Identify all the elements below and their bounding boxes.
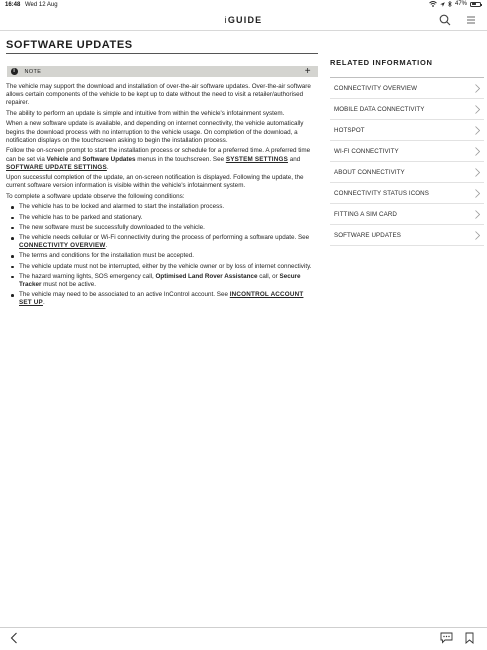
related-information-panel bbox=[330, 56, 484, 246]
text: . bbox=[105, 242, 108, 250]
list-item: The vehicle update must not be interrupted, either by the vehicle owner or by loss of internet connectivity. bbox=[6, 263, 318, 271]
info-icon: i bbox=[11, 68, 18, 75]
chevron-right-icon bbox=[475, 231, 480, 240]
chevron-right-icon bbox=[475, 126, 480, 135]
bluetooth-icon bbox=[448, 1, 452, 7]
related-item-label: WI-FI CONNECTIVITY bbox=[334, 147, 399, 155]
list-item bbox=[6, 291, 318, 307]
related-item-label: ABOUT CONNECTIVITY bbox=[334, 168, 405, 176]
related-item-fitting-a-sim-card[interactable] bbox=[330, 204, 484, 225]
status-date: Wed 12 Aug bbox=[25, 2, 58, 8]
list-item bbox=[6, 234, 318, 250]
text: and bbox=[287, 155, 301, 163]
location-icon bbox=[440, 2, 445, 7]
text: menus in the touchscreen. See bbox=[135, 155, 226, 163]
feature-name-olra: Optimised Land Rover Assistance bbox=[155, 272, 258, 280]
battery-percent: 47% bbox=[454, 1, 467, 7]
bookmark-icon[interactable] bbox=[465, 632, 474, 644]
status-time: 16:48 bbox=[5, 2, 21, 8]
search-icon[interactable] bbox=[438, 13, 452, 27]
text: call, or bbox=[257, 272, 280, 280]
related-title: RELATED INFORMATION bbox=[330, 56, 484, 78]
text: The vehicle may need to be associated to an active InControl account. See bbox=[19, 291, 230, 299]
related-item-label: MOBILE DATA CONNECTIVITY bbox=[334, 105, 425, 113]
chevron-right-icon bbox=[475, 168, 480, 177]
text: and bbox=[68, 155, 83, 163]
plus-icon[interactable]: + bbox=[304, 66, 311, 77]
brand-prefix: i bbox=[224, 15, 228, 25]
related-item-connectivity-overview[interactable] bbox=[330, 78, 484, 99]
article-body bbox=[6, 83, 318, 308]
list-item bbox=[6, 273, 318, 289]
link-software-update-settings[interactable]: SOFTWARE UPDATE SETTINGS bbox=[6, 163, 107, 171]
list-item: The new software must be successfully downloaded to the vehicle. bbox=[6, 224, 318, 232]
related-item-about-connectivity[interactable] bbox=[330, 162, 484, 183]
note-label: NOTE bbox=[24, 68, 42, 75]
link-system-settings[interactable]: SYSTEM SETTINGS bbox=[225, 155, 288, 163]
text: . bbox=[42, 299, 45, 307]
list-item: The vehicle has to be parked and stationary. bbox=[6, 214, 318, 222]
related-item-label: CONNECTIVITY OVERVIEW bbox=[334, 84, 418, 92]
list-item: The vehicle has to be locked and alarmed to start the installation process. bbox=[6, 203, 318, 211]
menu-name-software-updates: Software Updates bbox=[82, 155, 136, 163]
text: The hazard warning lights, SOS emergency call, bbox=[19, 272, 156, 280]
related-item-hotspot[interactable] bbox=[330, 120, 484, 141]
feature-name-secure-tracker: Secure Tracker bbox=[19, 272, 301, 289]
related-item-software-updates[interactable] bbox=[330, 225, 484, 246]
related-item-label: SOFTWARE UPDATES bbox=[334, 231, 401, 239]
paragraph: When a new software update is available, and depending on internet connectivity, the vehicle automatically begins the download process with no interruption to the vehicle usage. On completion of the download, a notification displays on the touchscreen asking to begin the installation process. bbox=[6, 120, 304, 144]
status-bar bbox=[0, 0, 487, 10]
text: The vehicle needs cellular or Wi-Fi connectivity during the process of performing a software update. See bbox=[19, 234, 310, 242]
chevron-right-icon bbox=[475, 84, 480, 93]
link-connectivity-overview[interactable]: CONNECTIVITY OVERVIEW bbox=[19, 242, 106, 250]
menu-name-vehicle: Vehicle bbox=[46, 155, 69, 163]
chevron-right-icon bbox=[475, 105, 480, 114]
app-header bbox=[0, 10, 487, 31]
battery-icon bbox=[470, 2, 481, 7]
paragraph: Upon successful completion of the update, an on-screen notification is displayed. Following the update, the current software version information is visible within the vehicle's infotainment system. bbox=[6, 174, 304, 190]
related-item-label: HOTSPOT bbox=[334, 126, 365, 134]
related-item-connectivity-status-icons[interactable] bbox=[330, 183, 484, 204]
chat-icon[interactable] bbox=[440, 632, 453, 644]
note-toggle[interactable] bbox=[7, 66, 318, 77]
paragraph-follow bbox=[6, 147, 318, 172]
chevron-right-icon bbox=[475, 189, 480, 198]
conditions-list bbox=[6, 203, 318, 307]
paragraph: The vehicle may support the download and installation of over-the-air software updates. Over-the-air software allows certain components of the vehicle to be kept up to date without the need to visit a retailer/authorised repairer. bbox=[6, 83, 311, 107]
text: Follow the on-screen prompt to start the installation process or schedule for a preferred time. A preferred time can be set via bbox=[6, 147, 311, 163]
chevron-right-icon bbox=[475, 147, 480, 156]
related-item-wi-fi-connectivity[interactable] bbox=[330, 141, 484, 162]
text: must not be active. bbox=[41, 281, 97, 289]
list-item: The terms and conditions for the installation must be accepted. bbox=[6, 252, 318, 260]
hamburger-menu-icon[interactable] bbox=[464, 13, 478, 27]
page-title: SOFTWARE UPDATES bbox=[6, 37, 318, 54]
related-item-label: FITTING A SIM CARD bbox=[334, 210, 397, 218]
paragraph: To complete a software update observe the following conditions: bbox=[6, 192, 185, 200]
paragraph: The ability to perform an update is simple and intuitive from within the vehicle's infotainment system. bbox=[6, 109, 285, 117]
article bbox=[6, 37, 318, 310]
brand-main: GUIDE bbox=[227, 15, 263, 25]
brand-logo bbox=[0, 15, 487, 25]
chevron-right-icon bbox=[475, 210, 480, 219]
link-incontrol-account-set-up[interactable]: INCONTROL ACCOUNT SET UP bbox=[19, 291, 304, 307]
related-item-label: CONNECTIVITY STATUS ICONS bbox=[334, 189, 429, 197]
related-item-mobile-data-connectivity[interactable] bbox=[330, 99, 484, 120]
back-chevron-icon[interactable] bbox=[10, 632, 18, 644]
bottom-toolbar bbox=[0, 627, 487, 650]
wifi-icon bbox=[429, 1, 437, 7]
status-indicators bbox=[429, 1, 481, 7]
text: . bbox=[106, 163, 109, 171]
